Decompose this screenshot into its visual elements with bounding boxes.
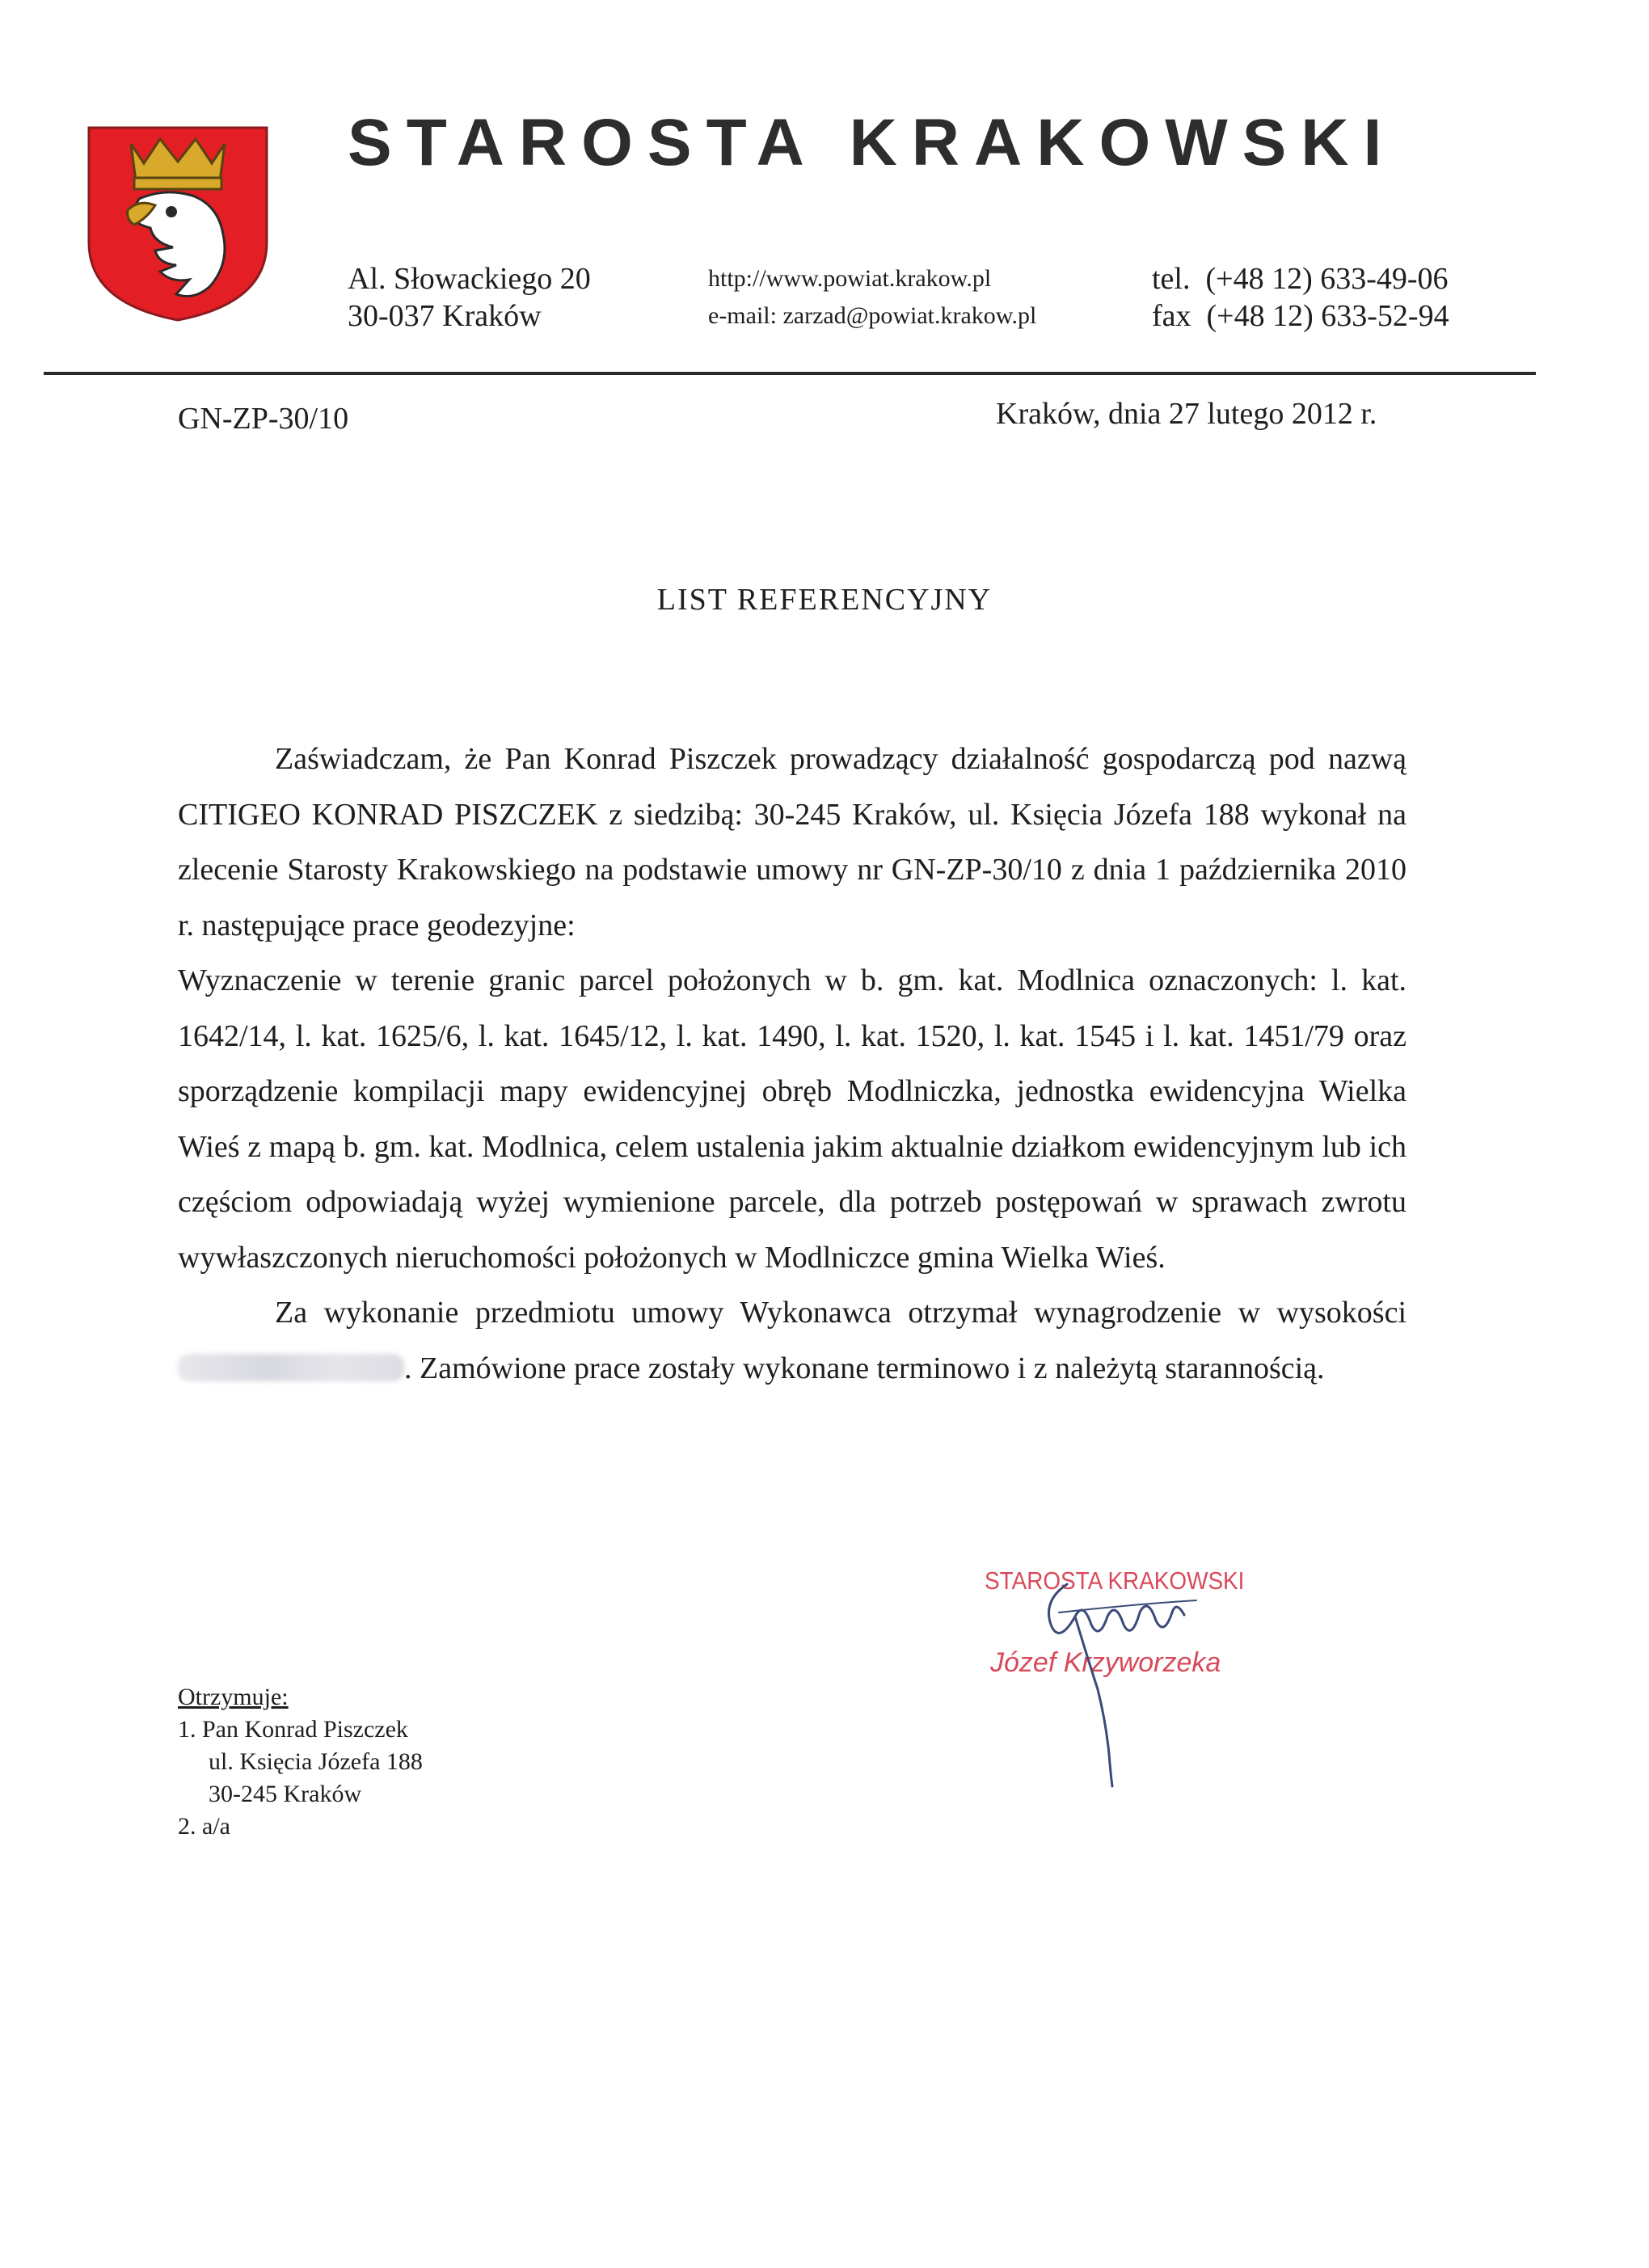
remuneration-text-start: Za wykonanie przedmiotu umowy Wykonawca otrzymał wynagrodzenie w wysokości bbox=[275, 1296, 1406, 1330]
address-street: Al. Słowackiego 20 bbox=[348, 262, 591, 296]
stamp-office-name: STAROSTA KRAKOWSKI bbox=[985, 1566, 1245, 1595]
office-phones bbox=[1152, 260, 1449, 335]
header-divider bbox=[44, 372, 1536, 375]
stamp-official-name: Józef Krzyworzeka bbox=[990, 1647, 1221, 1678]
document-title: LIST REFERENCYJNY bbox=[656, 583, 993, 617]
recipients-heading: Otrzymuje: bbox=[178, 1684, 289, 1710]
office-contact bbox=[708, 260, 1036, 335]
letter-body bbox=[178, 731, 1406, 1396]
office-address bbox=[348, 260, 591, 335]
remuneration-text-end: . Zamówione prace zostały wykonane terminowo i z należytą starannością. bbox=[404, 1351, 1325, 1385]
recipients-list bbox=[178, 1681, 423, 1843]
handwritten-signature bbox=[1010, 1568, 1253, 1794]
recipient-1-city: 30-245 Kraków bbox=[209, 1781, 362, 1807]
fax-number: fax (+48 12) 633-52-94 bbox=[1152, 299, 1449, 333]
recipient-2: 2. a/a bbox=[178, 1813, 230, 1840]
paragraph-certification: Zaświadczam, że Pan Konrad Piszczek prowadzący działalność gospodarczą pod nazwą CITIGEO KONRAD PISZCZEK z siedzibą: 30-245 Kraków, ul. Księcia Józefa 188 wykonał na zlecenie Starosty Krakowskiego na podstawie umowy nr GN-ZP-30/10 z dnia 1 października 2010 r. następujące prace geodezyjne: bbox=[178, 742, 1406, 942]
date-line: Kraków, dnia 27 lutego 2012 r. bbox=[996, 397, 1377, 431]
paragraph-remuneration bbox=[178, 1285, 1406, 1396]
office-title: STAROSTA KRAKOWSKI bbox=[348, 106, 1397, 179]
county-coat-of-arms bbox=[81, 121, 275, 323]
paragraph-works-scope: Wyznaczenie w terenie granic parcel położonych w b. gm. kat. Modlnica oznaczonych: l. kat. 1642/14, l. kat. 1625/6, l. kat. 1645/12, l. kat. 1490, l. kat. 1520, l. kat. 1545 i l. kat. 1451/79 oraz sporządzenie kompilacji mapy ewidencyjnej obręb Modlniczka, jednostka ewidencyjna Wielka Wieś z mapą b. gm. kat. Modlnica, celem ustalenia jakim aktualnie działkom ewidencyjnym lub ich częściom odpowiadają wyżej wymienione parcele, dla potrzeb postępowań w sprawach zwrotu wywłaszczonych nieruchomości położonych w Modlniczce gmina Wielka Wieś. bbox=[178, 963, 1406, 1275]
reference-number: GN-ZP-30/10 bbox=[178, 402, 349, 436]
redacted-amount bbox=[178, 1354, 404, 1381]
address-city: 30-037 Kraków bbox=[348, 299, 542, 333]
recipient-1-name: 1. Pan Konrad Piszczek bbox=[178, 1716, 408, 1743]
website-link[interactable]: http://www.powiat.krakow.pl bbox=[708, 265, 992, 292]
recipient-1-street: ul. Księcia Józefa 188 bbox=[209, 1748, 423, 1775]
phone-number: tel. (+48 12) 633-49-06 bbox=[1152, 262, 1449, 296]
email-link[interactable]: e-mail: zarzad@powiat.krakow.pl bbox=[708, 302, 1037, 329]
